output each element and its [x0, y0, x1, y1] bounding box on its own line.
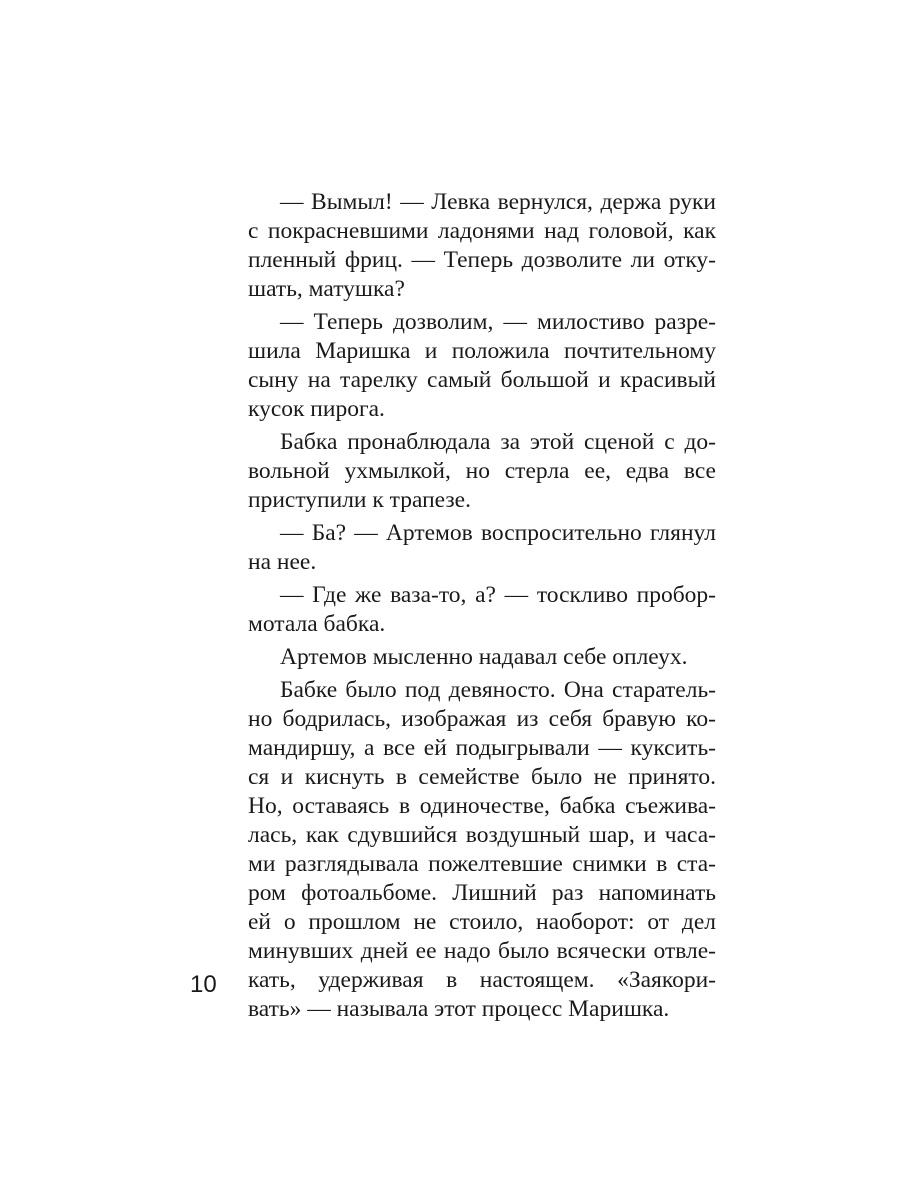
text-line: ми разглядывала пожелтевшие снимки в ста- [248, 851, 716, 877]
text-line: Бабка пронаблюдала за этой сценой с до- [280, 429, 716, 455]
text-line: Артемов мысленно надавал себе оплеух. [280, 644, 688, 670]
text-line: шать, матушка? [248, 276, 405, 302]
text-line: вольной ухмылкой, но стерла ее, едва все [248, 458, 716, 484]
text-line: минувших дней ее надо было всячески отвле- [248, 938, 716, 964]
text-line: мотала бабка. [248, 611, 386, 637]
text-line: кусок пирога. [248, 396, 385, 422]
paragraph [248, 188, 716, 304]
text-line: — Вымыл! — Левка вернулся, держа руки [280, 189, 716, 215]
paragraph [248, 428, 716, 515]
text-line: вать» — называла этот процесс Маришка. [248, 996, 670, 1022]
text-line: шила Маришка и положила почтительному [248, 338, 716, 364]
text-line: Но, оставаясь в одиночестве, бабка съежива- [248, 793, 716, 819]
text-line: пленный фриц. — Теперь дозволите ли отку- [248, 247, 716, 273]
text-line: на нее. [248, 549, 317, 575]
paragraph [248, 519, 716, 577]
text-line: ром фотоальбоме. Лишний раз напоминать [248, 880, 716, 906]
text-line: ся и киснуть в семействе было не принято. [248, 764, 716, 790]
body-text [248, 188, 716, 1024]
text-line: сыну на тарелку самый большой и красивый [248, 367, 716, 393]
text-line: мандиршу, а все ей подыгрывали — куксить- [248, 735, 716, 761]
paragraph [248, 643, 716, 672]
text-line: но бодрилась, изображая из себя бравую ко- [248, 706, 716, 732]
text-line: — Где же ваза-то, а? — тоскливо пробор- [280, 582, 716, 608]
text-line: приступили к трапезе. [248, 487, 471, 513]
text-line: лась, как сдувшийся воздушный шар, и часа- [248, 822, 716, 848]
text-line: с покрасневшими ладонями над головой, как [248, 218, 716, 244]
text-line: — Ба? — Артемов воспросительно глянул [280, 520, 716, 546]
text-line: — Теперь дозволим, — милостиво разре- [280, 309, 716, 335]
page-number: 10 [190, 971, 217, 998]
text-line: ей о прошлом не стоило, наоборот: от дел [248, 909, 716, 935]
paragraph [248, 308, 716, 424]
text-line: кать, удерживая в настоящем. «Заякори- [248, 967, 716, 993]
paragraph [248, 676, 716, 1024]
paragraph [248, 581, 716, 639]
text-line: Бабке было под девяносто. Она старатель- [280, 677, 716, 703]
